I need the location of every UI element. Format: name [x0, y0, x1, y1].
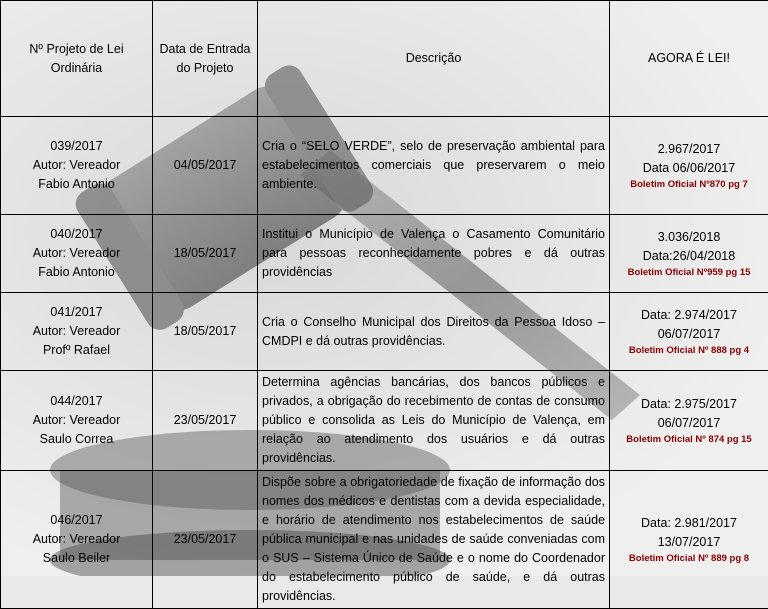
autor-label: Autor: Vereador: [5, 411, 148, 430]
table-row: [1, 117, 768, 215]
table-row: [1, 293, 768, 371]
autor-nome: Fabio Antonio: [5, 263, 148, 282]
data-entrada: 23/05/2017: [153, 471, 258, 609]
lei-data: 06/07/2017: [614, 325, 764, 344]
descricao: Dispõe sobre a obrigatoriedade de fixação de informação dos nomes dos médicos e dentistas com a devida especialidade, e horário de atendimento nos estabelecimentos de saúde pública municipal e nas unidades de saúde conveniadas com o SUS – Sistema Único de Saúde e o nome do Coordenador do estabelecimento público de saúde, e dá outras providências.: [258, 471, 610, 609]
projeto-numero: 041/2017: [5, 303, 148, 322]
projeto-cell: [1, 117, 153, 215]
lei-cell: [610, 371, 768, 471]
autor-nome: Fabio Antonio: [5, 175, 148, 194]
boletim-link[interactable]: Boletim Oficial Nº 888 pg 4: [614, 344, 764, 358]
projeto-cell: [1, 293, 153, 371]
projeto-cell: [1, 471, 153, 609]
header-data-entrada: Data de Entrada do Projeto: [153, 1, 258, 117]
lei-numero: 3.036/2018: [614, 228, 764, 247]
projeto-numero: 040/2017: [5, 225, 148, 244]
lei-numero: Data: 2.974/2017: [614, 306, 764, 325]
lei-numero: Data: 2.981/2017: [614, 514, 764, 533]
autor-label: Autor: Vereador: [5, 530, 148, 549]
autor-label: Autor: Vereador: [5, 244, 148, 263]
table-row: [1, 371, 768, 471]
header-projeto: Nº Projeto de Lei Ordinária: [1, 1, 153, 117]
autor-nome: Saulo Correa: [5, 430, 148, 449]
descricao: Institui o Município de Valença o Casamento Comunitário para pessoas reconhecidamente pobres e dá outras providências: [258, 215, 610, 293]
lei-cell: [610, 471, 768, 609]
data-entrada: 23/05/2017: [153, 371, 258, 471]
autor-nome: Saulo Beiler: [5, 549, 148, 568]
descricao: Cria o “SELO VERDE”, selo de preservação ambiental para estabelecimentos comerciais que preservarem o meio ambiente.: [258, 117, 610, 215]
lei-data: Data:26/04/2018: [614, 247, 764, 266]
projeto-numero: 044/2017: [5, 392, 148, 411]
table-row: [1, 471, 768, 609]
projeto-cell: [1, 371, 153, 471]
boletim-link[interactable]: Boletim Oficial Nº870 pg 7: [614, 178, 764, 192]
lei-cell: [610, 117, 768, 215]
lei-data: 13/07/2017: [614, 533, 764, 552]
autor-nome: Profº Rafael: [5, 341, 148, 360]
autor-label: Autor: Vereador: [5, 322, 148, 341]
data-entrada: 04/05/2017: [153, 117, 258, 215]
autor-label: Autor: Vereador: [5, 156, 148, 175]
descricao: Cria o Conselho Municipal dos Direitos da Pessoa Idoso – CMDPI e dá outras providências.: [258, 293, 610, 371]
table-row: [1, 215, 768, 293]
lei-data: 06/07/2017: [614, 414, 764, 433]
projeto-cell: [1, 215, 153, 293]
header-descricao: Descrição: [258, 1, 610, 117]
lei-data: Data 06/06/2017: [614, 159, 764, 178]
lei-cell: [610, 293, 768, 371]
descricao: Determina agências bancárias, dos bancos públicos e privados, a obrigação do recebimento de contas de consumo público e consolida as Leis do Município de Valença, em relação ao atendimento dos usuários e dá outras providências.: [258, 371, 610, 471]
header-agora-e-lei: AGORA É LEI!: [610, 1, 768, 117]
data-entrada: 18/05/2017: [153, 293, 258, 371]
boletim-link[interactable]: Boletim Oficial Nº 889 pg 8: [614, 552, 764, 566]
header-row: [1, 1, 768, 117]
boletim-link[interactable]: Boletim Oficial Nº 874 pg 15: [614, 433, 764, 447]
projeto-numero: 039/2017: [5, 137, 148, 156]
projeto-numero: 046/2017: [5, 511, 148, 530]
lei-numero: Data: 2.975/2017: [614, 395, 764, 414]
boletim-link[interactable]: Boletim Oficial Nº959 pg 15: [614, 266, 764, 280]
data-entrada: 18/05/2017: [153, 215, 258, 293]
lei-cell: [610, 215, 768, 293]
lei-numero: 2.967/2017: [614, 140, 764, 159]
